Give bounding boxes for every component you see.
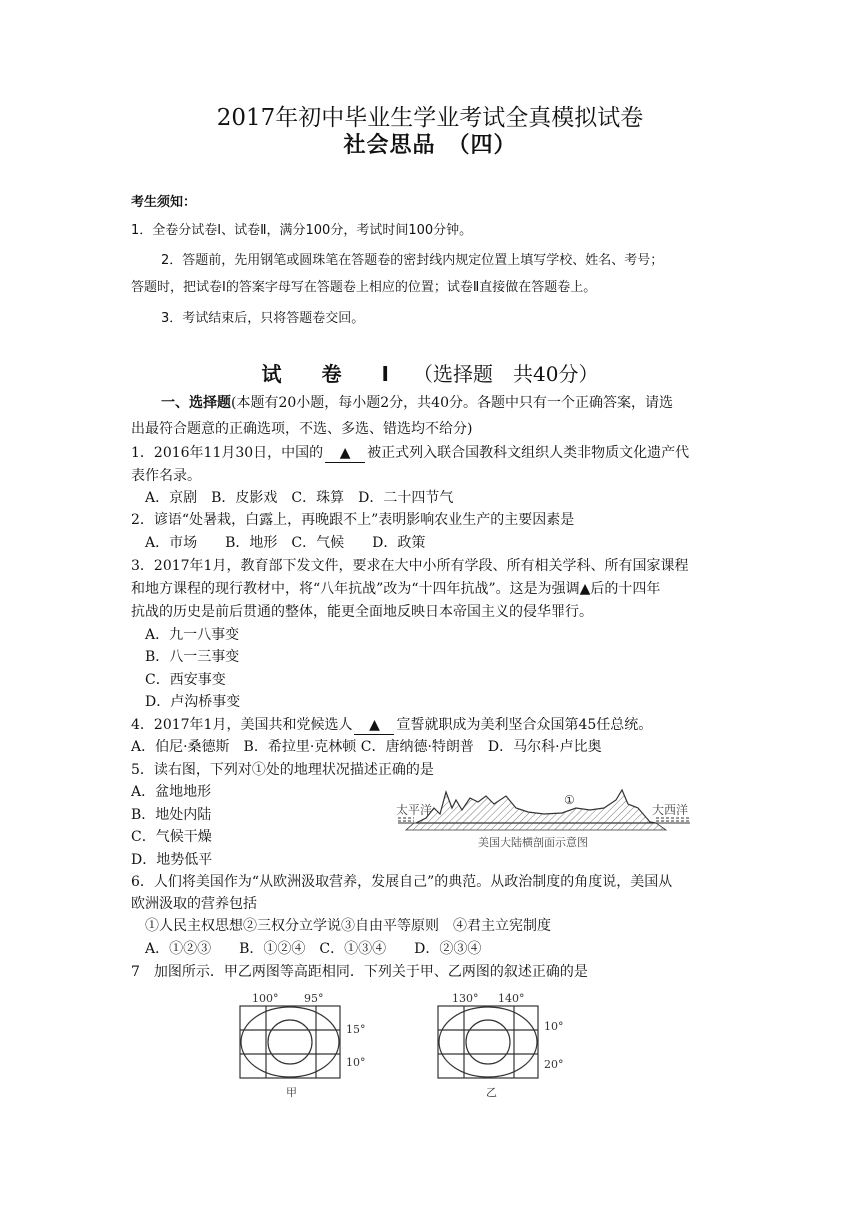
notice-heading: 考生须知：: [131, 195, 197, 210]
figure-label: 甲: [286, 1086, 297, 1099]
q4-options: A．伯尼·桑德斯 B．希拉里·克林顿 C．唐纳德·特朗普 D．马尔科·卢比奥: [131, 739, 602, 755]
us-cross-section-figure: [394, 778, 694, 852]
q1-options: A．京剧 B．皮影戏 C．珠算 D．二十四节气: [145, 490, 454, 506]
q3-option-c: C．西安事变: [145, 672, 226, 688]
lat-label: 15°: [346, 1023, 366, 1036]
answer-blank: ▲: [354, 716, 394, 735]
lat-label: 10°: [346, 1056, 366, 1069]
notice-item-1: 1．全卷分试卷Ⅰ、试卷Ⅱ，满分100分，考试时间100分钟。: [131, 223, 473, 238]
lon-label: 130°: [452, 992, 479, 1005]
exam-subtitle: 社会思品 （四）: [343, 133, 517, 158]
q1-text-c: 表作名录。: [131, 468, 201, 484]
contour-map-jia: [234, 992, 374, 1102]
q4-text-b: 宣誓就职成为美利坚合众国第45任总统。: [396, 717, 653, 733]
question-4: [131, 716, 652, 735]
q1-text-b: 被正式列入联合国教科文组织人类非物质文化遗产代: [367, 445, 690, 461]
q2-options: A．市场 B．地形 C．气候 D．政策: [145, 535, 426, 551]
q3-option-d: D．卢沟桥事变: [145, 694, 241, 710]
question-5: 5．读右图，下列对①处的地理状况描述正确的是: [131, 762, 434, 778]
section-note: （选择题 共40分）: [413, 362, 599, 386]
q5-option-c: C．气候干燥: [131, 829, 212, 845]
q6-options: A．①②③ B．①②④ C．①③④ D．②③④: [145, 941, 482, 957]
marker-1: ①: [564, 793, 575, 807]
q4-text-a: 4．2017年1月，美国共和党候选人: [131, 717, 353, 733]
lon-label: 100°: [252, 992, 279, 1005]
question-3-line-2: 和地方课程的现行教材中，将“八年抗战”改为“十四年抗战”。这是为强调▲后的十四年: [131, 581, 661, 597]
section-heading: [0, 361, 860, 387]
question-6-line-2: 欧洲汲取的营养包括: [131, 896, 257, 912]
contour-inner: [466, 1020, 510, 1064]
pacific-label: 太平洋: [396, 803, 433, 817]
lat-label: 20°: [544, 1058, 564, 1071]
lon-label: 140°: [498, 992, 525, 1005]
figure-label: 乙: [486, 1086, 497, 1099]
contour-outer: [439, 1007, 537, 1077]
atlantic-label: 大西洋: [652, 803, 689, 817]
question-6: 6．人们将美国作为“从欧洲汲取营养，发展自己”的典范。从政治制度的角度说，美国从: [131, 874, 673, 890]
section-label: 试 卷 Ⅰ: [261, 362, 399, 386]
question-7: 7 加图所示．甲乙两图等高距相同．下列关于甲、乙两图的叙述正确的是: [131, 964, 588, 980]
part-instruction-text: (本题有20小题，每小题2分，共40分。各题中只有一个正确答案，请选: [231, 395, 673, 411]
question-3-line-3: 抗战的历史是前后贯通的整体，能更全面地反映日本帝国主义的侵华罪行。: [131, 604, 593, 620]
lon-label: 95°: [304, 992, 324, 1005]
q5-option-b: B．地处内陆: [131, 807, 212, 823]
q1-text-a: 1．2016年11月30日，中国的: [131, 445, 324, 461]
q6-statements: ①人民主权思想②三权分立学说③自由平等原则 ④君主立宪制度: [145, 918, 551, 934]
part-heading: 一、选择题: [161, 395, 231, 411]
question-1: [131, 444, 689, 463]
q5-option-a: A．盆地地形: [131, 784, 212, 800]
contour-map-yi: [432, 992, 572, 1102]
notice-item-2-cont: 答题时，把试卷Ⅰ的答案字母写在答题卷上相应的位置；试卷Ⅱ直接做在答题卷上。: [131, 280, 597, 295]
figure-caption: 美国大陆横剖面示意图: [478, 836, 588, 849]
crust-band: [406, 823, 666, 830]
notice-item-2: 2．答题前，先用钢笔或圆珠笔在答题卷的密封线内规定位置上填写学校、姓名、考号；: [161, 253, 664, 268]
question-2: 2．谚语“处暑栽，白露上，再晚跟不上”表明影响农业生产的主要因素是: [131, 512, 575, 528]
notice-item-3: 3．考试结束后，只将答题卷交回。: [161, 311, 365, 326]
q3-option-b: B．八一三事变: [145, 649, 240, 665]
part-instruction-cont: 出最符合题意的正确选项，不选、多选、错选均不给分): [131, 421, 473, 437]
exam-title: 2017年初中毕业生学业考试全真模拟试卷: [216, 105, 644, 131]
contour-inner: [268, 1020, 312, 1064]
lat-label: 10°: [544, 1020, 564, 1033]
q3-option-a: A．九一八事变: [145, 627, 240, 643]
question-3: 3．2017年1月，教育部下发文件，要求在大中小所有学段、所有相关学科、所有国家课程: [131, 558, 689, 574]
terrain-profile: [416, 790, 656, 823]
part-instruction: [161, 394, 673, 412]
q5-option-d: D．地势低平: [131, 852, 213, 868]
answer-blank: ▲: [325, 444, 365, 463]
contour-outer: [241, 1007, 339, 1077]
